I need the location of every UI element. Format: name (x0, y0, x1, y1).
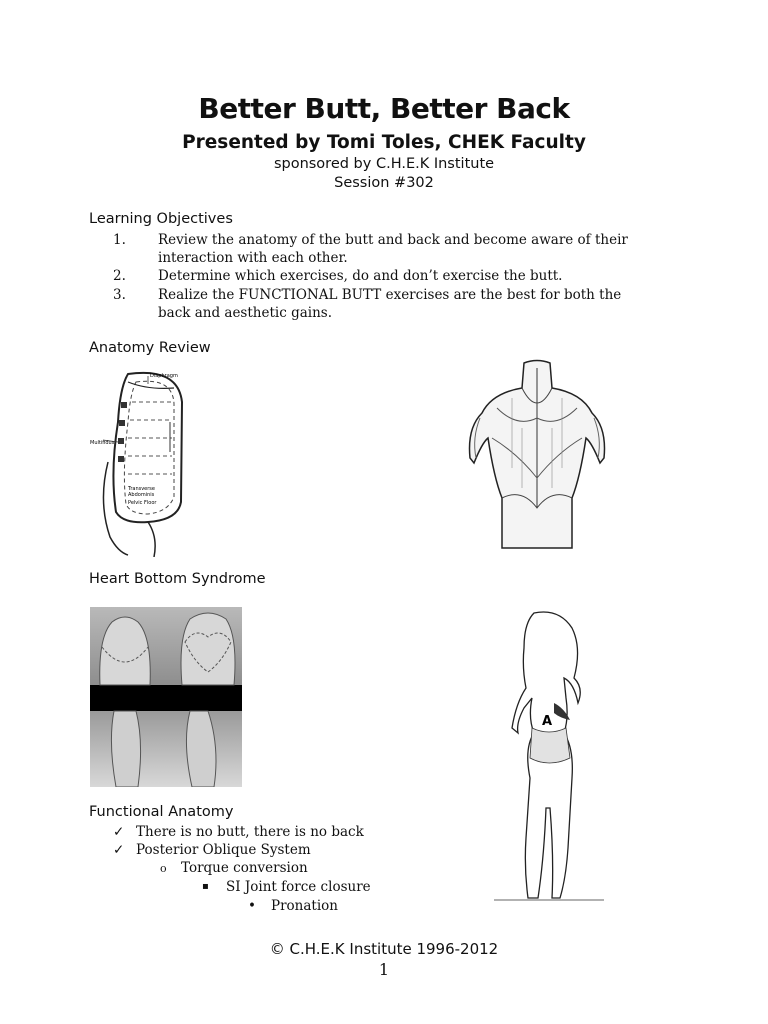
objective-text-line1: Determine which exercises, do and don’t exercise the butt. (158, 268, 563, 284)
objective-text-line1: Review the anatomy of the butt and back and become aware of their (158, 232, 628, 248)
presenter-subtitle: Presented by Tomi Toles, CHEK Faculty (182, 132, 586, 153)
figure-label-a: A (542, 714, 553, 729)
list-item: There is no butt, there is no back (136, 824, 364, 840)
sub-sub-list-item: SI Joint force closure (226, 879, 371, 895)
check-icon: ✓ (113, 824, 125, 840)
copyright-footer: © C.H.E.K Institute 1996-2012 (269, 940, 499, 958)
page-number: 1 (378, 960, 390, 979)
objective-text-line1: Realize the FUNCTIONAL BUTT exercises are the best for both the (158, 287, 622, 303)
check-icon: ✓ (113, 842, 125, 858)
sponsor-line: sponsored by C.H.E.K Institute (273, 156, 495, 172)
document-title: Better Butt, Better Back (198, 92, 570, 125)
circle-bullet-icon: o (160, 862, 167, 875)
session-number: Session #302 (334, 175, 434, 191)
standing-figure-illustration (494, 608, 604, 903)
objective-text-line2: interaction with each other. (158, 250, 348, 266)
learning-objectives-heading: Learning Objectives (89, 211, 233, 227)
objective-number: 1. (113, 232, 126, 248)
heart-bottom-heading: Heart Bottom Syndrome (89, 571, 266, 587)
multifidus-label: Multifidus (90, 440, 115, 446)
sub-sub-sub-list-item: Pronation (271, 898, 338, 914)
objective-number: 2. (113, 268, 126, 284)
transverse-label: Transverse (128, 486, 155, 492)
objective-number: 3. (113, 287, 126, 303)
core-anatomy-illustration (88, 362, 188, 557)
anatomy-review-heading: Anatomy Review (89, 340, 211, 356)
heart-bottom-photo-illustration (90, 607, 242, 787)
back-muscles-illustration (462, 358, 612, 553)
list-item: Posterior Oblique System (136, 842, 311, 858)
functional-anatomy-heading: Functional Anatomy (89, 804, 234, 820)
dot-bullet-icon: • (248, 898, 256, 914)
sub-list-item: Torque conversion (181, 860, 308, 876)
diaphragm-label: Diaphragm (150, 373, 178, 379)
pelvic-floor-label: Pelvic Floor (128, 500, 157, 506)
abdominis-label: Abdominis (128, 492, 155, 498)
objective-text-line2: back and aesthetic gains. (158, 305, 332, 321)
square-bullet-icon: ▪ (202, 881, 209, 892)
